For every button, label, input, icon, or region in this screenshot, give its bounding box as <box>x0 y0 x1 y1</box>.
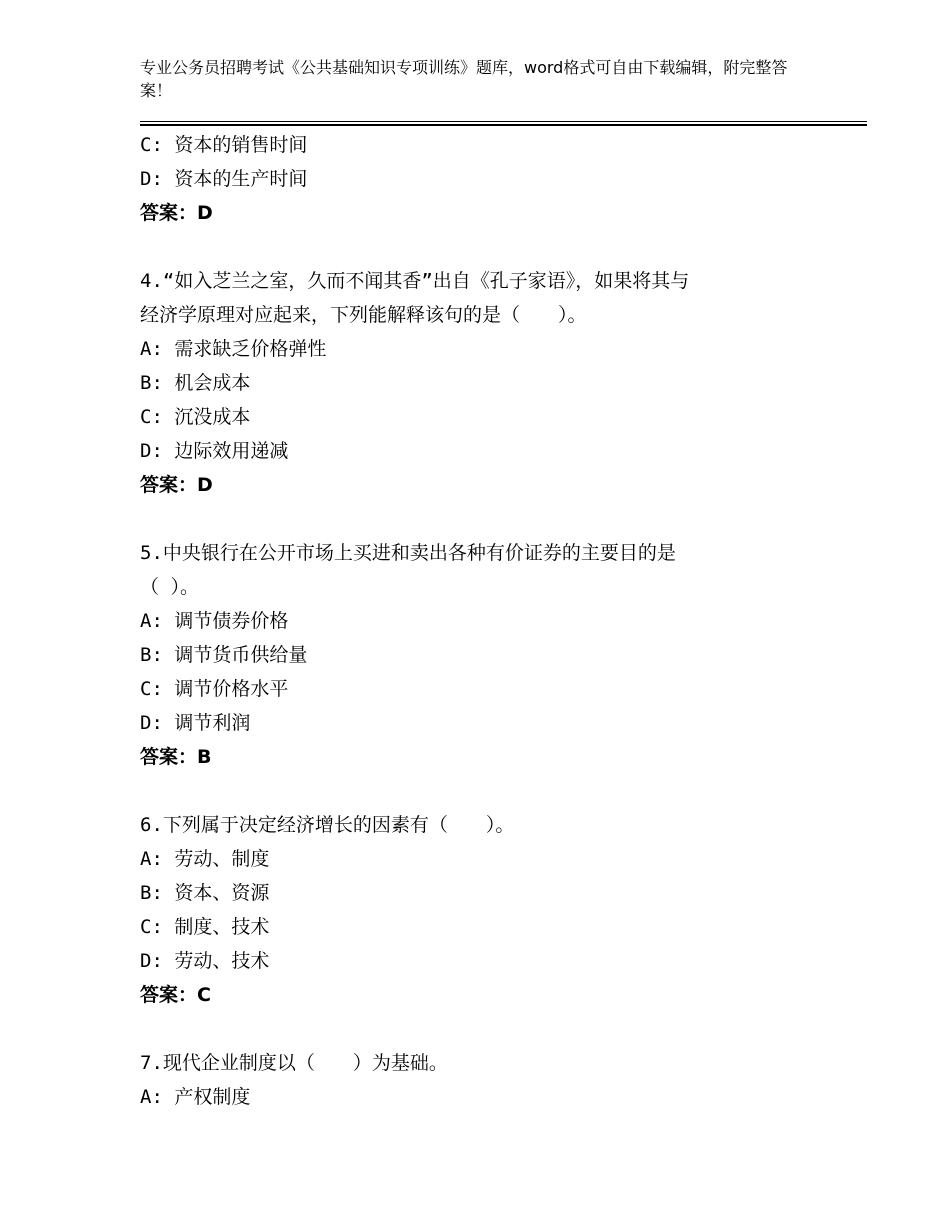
option-a: A: 产权制度 <box>140 1086 251 1108</box>
header-divider-thick <box>140 124 867 126</box>
question-6 <box>140 808 820 1012</box>
question-stem: 6.下列属于决定经济增长的因素有（ ）。 <box>140 814 515 836</box>
option-d: D: 资本的生产时间 <box>140 168 308 190</box>
option-c: C: 调节价格水平 <box>140 678 289 700</box>
question-content <box>140 128 820 1114</box>
option-c: C: 资本的销售时间 <box>140 134 308 156</box>
option-a: A: 劳动、制度 <box>140 848 270 870</box>
option-d: D: 调节利润 <box>140 712 251 734</box>
header-divider-thin <box>140 121 867 122</box>
answer-label: 答案：D <box>140 202 213 224</box>
option-d: D: 边际效用递减 <box>140 440 289 462</box>
question-5 <box>140 536 820 774</box>
option-d: D: 劳动、技术 <box>140 950 270 972</box>
question-stem: 5.中央银行在公开市场上买进和卖出各种有价证券的主要目的是 <box>140 542 676 564</box>
answer-label: 答案：B <box>140 746 212 768</box>
question-7 <box>140 1046 820 1114</box>
option-a: A: 调节债券价格 <box>140 610 289 632</box>
option-b: B: 机会成本 <box>140 372 251 394</box>
header-text: 专业公务员招聘考试《公共基础知识专项训练》题库，word格式可自由下载编辑，附完整答案！ <box>140 58 788 100</box>
answer-label: 答案：D <box>140 474 213 496</box>
question-stem: 7.现代企业制度以（ ）为基础。 <box>140 1052 448 1074</box>
option-a: A: 需求缺乏价格弹性 <box>140 338 327 360</box>
question-stem-continued: （ ）。 <box>140 576 199 598</box>
question-stem: 4.“如入芝兰之室，久而不闻其香”出自《孔子家语》，如果将其与 <box>140 270 690 292</box>
option-b: B: 资本、资源 <box>140 882 270 904</box>
question-stem-continued: 经济学原理对应起来，下列能解释该句的是（ ）。 <box>140 304 587 326</box>
option-c: C: 沉没成本 <box>140 406 251 428</box>
question-4 <box>140 264 820 502</box>
option-b: B: 调节货币供给量 <box>140 644 308 666</box>
option-c: C: 制度、技术 <box>140 916 270 938</box>
answer-label: 答案：C <box>140 984 211 1006</box>
question-3-tail <box>140 128 820 230</box>
document-header <box>140 56 790 102</box>
